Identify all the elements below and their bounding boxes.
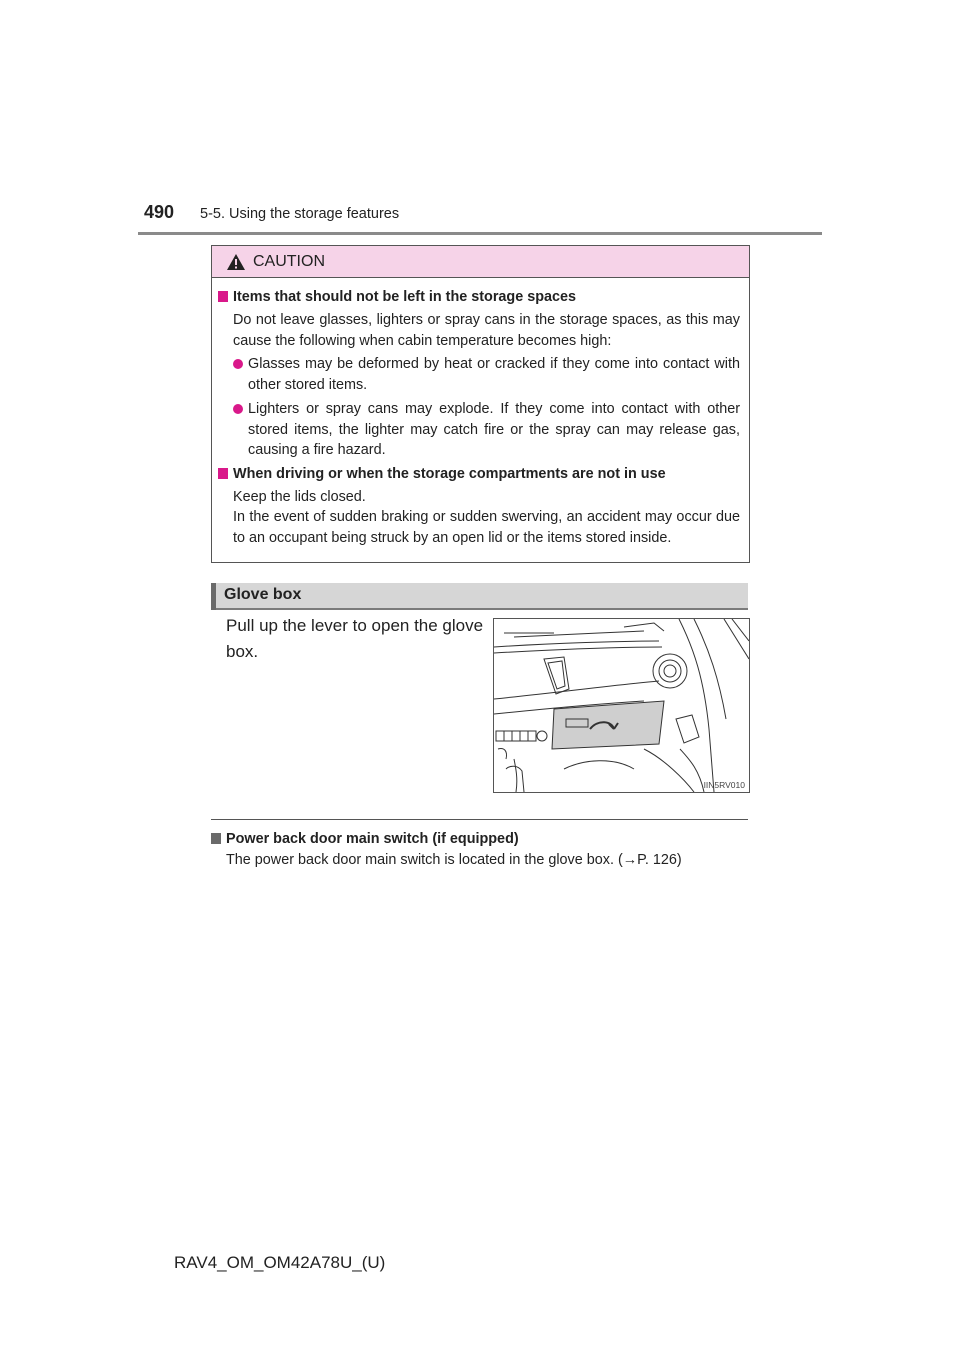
section-accent — [211, 583, 216, 610]
glove-box-illustration — [493, 618, 750, 793]
note-title: Power back door main switch (if equipped) — [211, 829, 748, 850]
figure-code: IIN5RV010 — [703, 780, 745, 790]
glove-box-instruction: Pull up the lever to open the glove box. — [226, 616, 484, 661]
header-divider — [138, 232, 822, 235]
caution-item2-line1: Keep the lids closed. — [233, 489, 366, 505]
glove-box-section-bar — [211, 583, 748, 610]
caution-item1-heading: Items that should not be left in the storage spaces — [218, 287, 576, 308]
caution-item1-text: Do not leave glasses, lighters or spray cans in the storage spaces, as this may cause the following when cabin temperature becomes high: — [233, 312, 740, 349]
caution-item2-line2: In the event of sudden braking or sudden swerving, an accident may occur due to an occupant being struck by an open lid or the items stored inside. — [233, 509, 740, 546]
section-title: Glove box — [224, 586, 302, 603]
circle-bullet-icon — [233, 359, 243, 369]
square-bullet-icon — [211, 833, 221, 844]
page-number: 490 — [144, 202, 175, 222]
caution-header — [212, 246, 749, 278]
section-header: 5-5. Using the storage features — [200, 206, 400, 222]
square-bullet-icon — [218, 291, 228, 302]
note-block — [211, 829, 748, 871]
footer-doc-id: RAV4_OM_OM42A78U_(U) — [174, 1253, 386, 1272]
caution-title: CAUTION — [253, 253, 325, 270]
circle-bullet-icon — [233, 404, 243, 414]
caution-box — [211, 245, 750, 563]
caution-bullet-1: Glasses may be deformed by heat or cracked if they come into contact with other stored items. — [233, 354, 740, 395]
caution-bullet-2: Lighters or spray cans may explode. If they come into contact with other stored items, the lighter may catch fire or the spray can may release gas, causing a fire hazard. — [233, 399, 740, 461]
note-text: The power back door main switch is located in the glove box. (→P. 126) — [226, 852, 682, 868]
dashboard-illustration — [494, 619, 749, 792]
caution-item2-heading: When driving or when the storage compartments are not in use — [218, 464, 666, 485]
square-bullet-icon — [218, 468, 228, 479]
note-divider — [211, 819, 748, 820]
warning-triangle-icon — [226, 253, 246, 271]
